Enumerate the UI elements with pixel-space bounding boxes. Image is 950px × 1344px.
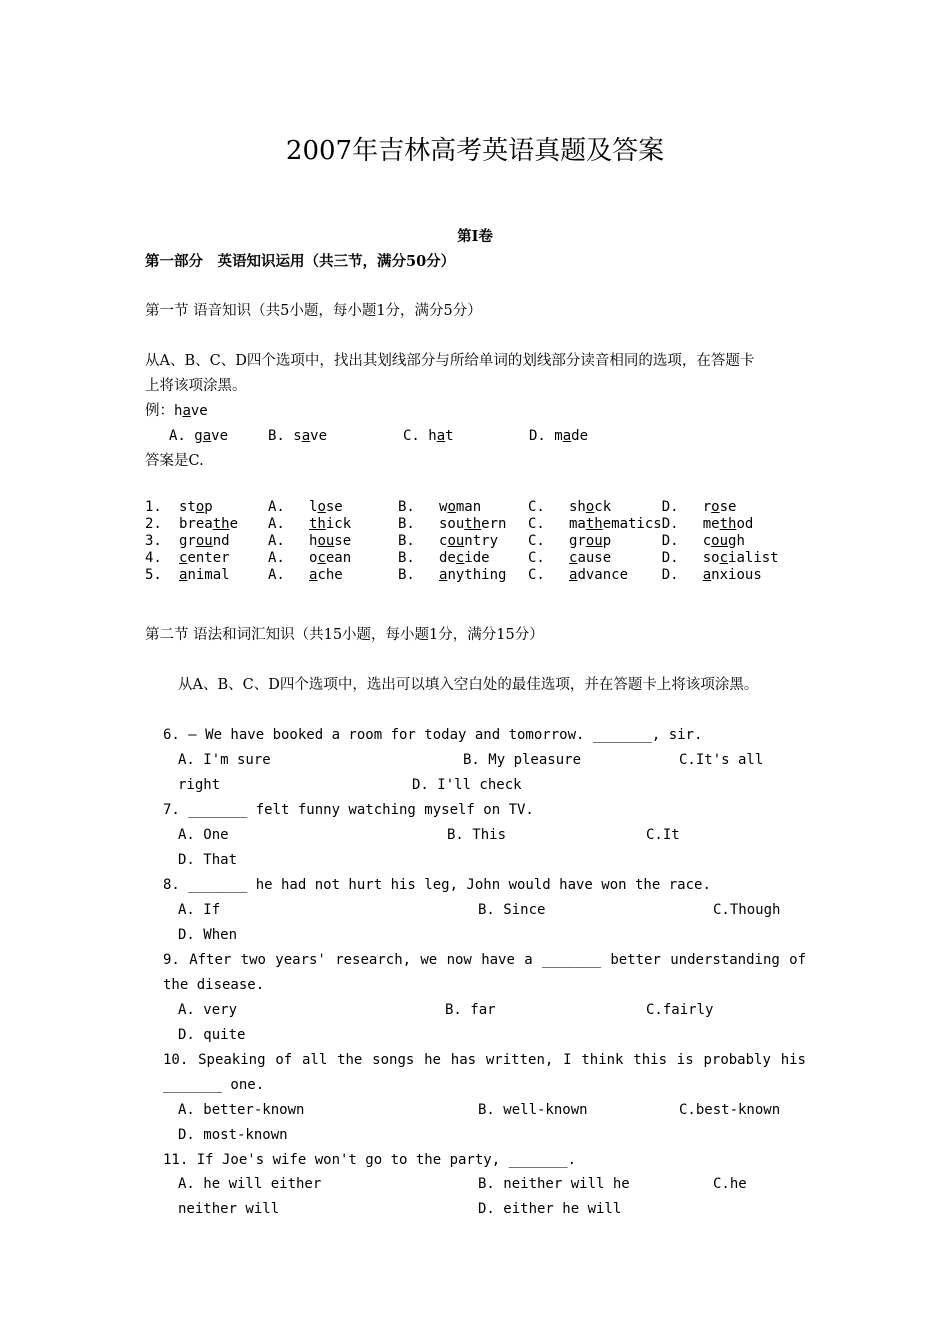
option-c: advance — [569, 567, 629, 583]
question-11-option-c-cont: neither will — [178, 1201, 280, 1217]
question-7-option-d: D. That — [178, 852, 238, 868]
question-11-stem: 11. If Joe's wife won't go to the party, _______. — [163, 1152, 577, 1168]
question-7-option-c: C.It — [646, 827, 680, 843]
option-label-a: A. — [268, 516, 285, 532]
question-10-option-c: C.best-known — [679, 1102, 781, 1118]
question-9-stem-cont: the disease. — [163, 977, 265, 993]
question-9-option-a: A. very — [178, 1002, 238, 1018]
table-row — [145, 567, 793, 584]
option-label-d: D. — [661, 533, 679, 549]
option-label-d: D. — [661, 550, 679, 566]
section1-instruction-cont: 上将该项涂黑。 — [145, 378, 247, 394]
given-word: center — [179, 550, 230, 566]
given-word: animal — [179, 567, 230, 583]
question-6-option-a: A. I'm sure — [178, 752, 271, 768]
option-a: house — [309, 533, 352, 549]
given-word: stop — [179, 499, 213, 515]
question-6-option-b: B. My pleasure — [463, 752, 582, 768]
question-9-stem: 9. After two years' research, we now have a _______ better understanding of — [163, 952, 806, 968]
given-word: ground — [179, 533, 230, 549]
question-9-option-b: B. far — [445, 1002, 496, 1018]
option-a: ocean — [309, 550, 352, 566]
option-label-b: B. — [398, 499, 415, 515]
section1-instruction: 从A、B、C、D四个选项中，找出其划线部分与所给单词的划线部分读音相同的选项，在答题卡 — [145, 353, 755, 369]
question-8-option-c: C.Though — [713, 902, 781, 918]
option-c: cause — [569, 550, 612, 566]
question-10-option-d: D. most-known — [178, 1127, 288, 1143]
question-number: 5. — [145, 567, 162, 583]
question-9-option-d: D. quite — [178, 1027, 246, 1043]
page-title: 2007年吉林高考英语真题及答案 — [285, 136, 665, 166]
option-label-a: A. — [268, 533, 285, 549]
option-label-c: C. — [528, 533, 545, 549]
question-7-option-b: B. This — [447, 827, 507, 843]
option-b: country — [439, 533, 499, 549]
question-8-option-a: A. If — [178, 902, 221, 918]
part-heading: 第一部分 英语知识运用（共三节，满分50分） — [145, 253, 456, 270]
question-10-option-b: B. well-known — [478, 1102, 588, 1118]
option-label-b: B. — [398, 516, 415, 532]
option-label-b: B. — [398, 533, 415, 549]
question-11-option-a: A. he will either — [178, 1176, 322, 1192]
option-b: anything — [439, 567, 507, 583]
option-label-c: C. — [528, 550, 545, 566]
option-b: decide — [439, 550, 490, 566]
option-d: rose — [702, 499, 737, 515]
option-label-c: C. — [528, 567, 545, 583]
section2-heading: 第二节 语法和词汇知识（共15小题，每小题1分，满分15分） — [145, 627, 544, 643]
question-7-stem: 7. _______ felt funny watching myself on TV. — [163, 802, 534, 818]
option-c: mathematics — [569, 516, 662, 532]
option-b: southern — [439, 516, 507, 532]
option-label-a: A. — [268, 567, 285, 583]
example-word: 例：have — [145, 403, 208, 419]
section1-heading: 第一节 语音知识（共5小题，每小题1分，满分5分） — [145, 303, 482, 319]
option-label-a: A. — [268, 499, 285, 515]
option-d: anxious — [702, 567, 762, 583]
question-8-stem: 8. _______ he had not hurt his leg, John would have won the race. — [163, 877, 711, 893]
question-8-option-d: D. When — [178, 927, 238, 943]
question-number: 2. — [145, 516, 162, 532]
phonetics-table — [145, 499, 793, 584]
question-9-option-c: C.fairly — [646, 1002, 714, 1018]
option-b: woman — [439, 499, 482, 515]
volume-heading: 第Ⅰ卷 — [457, 228, 493, 245]
option-label-d: D. — [661, 516, 679, 532]
question-11-option-c: C.he — [713, 1176, 747, 1192]
option-d: cough — [702, 533, 745, 549]
example-answer: 答案是C. — [145, 453, 204, 469]
question-6-stem: 6. — We have booked a room for today and tomorrow. _______, sir. — [163, 727, 703, 743]
option-c: group — [569, 533, 612, 549]
option-a: ache — [309, 567, 343, 583]
option-label-d: D. — [661, 567, 679, 583]
question-6-option-c: C.It's all — [679, 752, 764, 768]
example-option-a: A. gave — [169, 428, 229, 444]
option-label-a: A. — [268, 550, 285, 566]
question-11-option-b: B. neither will he — [478, 1176, 630, 1192]
question-10-stem-cont: _______ one. — [163, 1077, 265, 1093]
option-label-c: C. — [528, 499, 545, 515]
question-6-option-d: D. I'll check — [412, 777, 522, 793]
section2-instruction: 从A、B、C、D四个选项中，选出可以填入空白处的最佳选项，并在答题卡上将该项涂黑。 — [178, 677, 759, 693]
table-row — [145, 550, 793, 567]
table-row — [145, 516, 793, 533]
question-7-option-a: A. One — [178, 827, 229, 843]
question-number: 4. — [145, 550, 162, 566]
table-row — [145, 499, 793, 516]
question-8-option-b: B. Since — [478, 902, 546, 918]
option-c: shock — [569, 499, 612, 515]
example-option-d: D. made — [529, 428, 589, 444]
option-label-c: C. — [528, 516, 545, 532]
option-d: socialist — [702, 550, 779, 566]
question-10-stem: 10. Speaking of all the songs he has written, I think this is probably his — [163, 1052, 806, 1068]
option-label-b: B. — [398, 550, 415, 566]
option-label-b: B. — [398, 567, 415, 583]
option-d: method — [702, 516, 754, 532]
question-number: 1. — [145, 499, 162, 515]
question-10-option-a: A. better-known — [178, 1102, 305, 1118]
question-6-option-c-cont: right — [178, 777, 221, 793]
table-row — [145, 533, 793, 550]
option-a: lose — [309, 499, 343, 515]
question-number: 3. — [145, 533, 162, 549]
example-option-c: C. hat — [403, 428, 454, 444]
given-word: breathe — [179, 516, 239, 532]
question-11-option-d: D. either he will — [478, 1201, 622, 1217]
example-option-b: B. save — [268, 428, 328, 444]
option-a: thick — [309, 516, 352, 532]
option-label-d: D. — [661, 499, 679, 515]
